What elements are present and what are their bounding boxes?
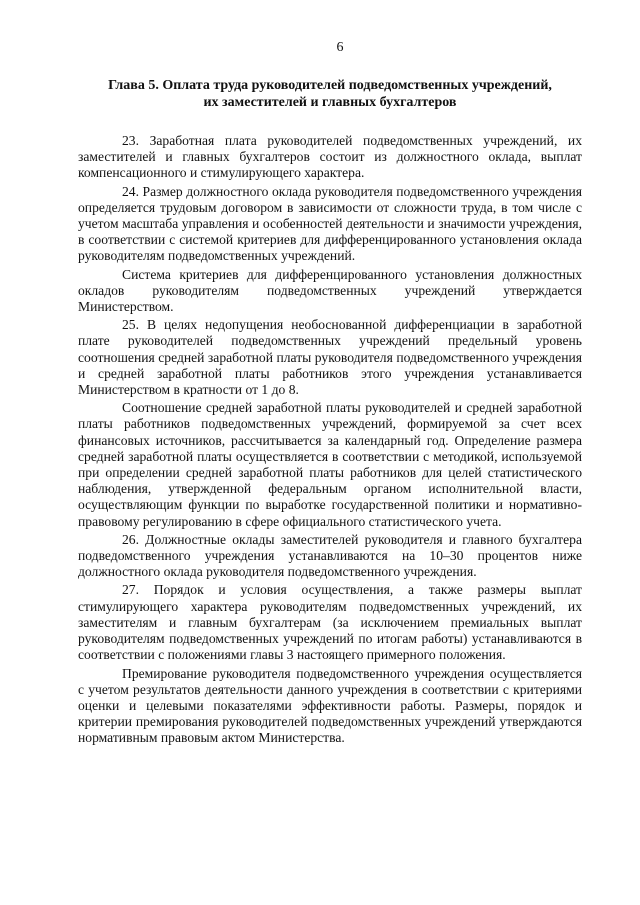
paragraph-27-bonus: Премирование руководителя подведомственного учреждения осуществляется с учетом результатов деятельности данного учреждения в соответствии с критериями оценки и целевыми показателями эффективности работы. Размеры, порядок и критерии премирования руководителей подведомственных учреждений утверждаются нормативным правовым актом Министерства.: [78, 665, 582, 746]
paragraph-23: 23. Заработная плата руководителей подведомственных учреждений, их заместителей и главных бухгалтеров состоит из должностного оклада, выплат компенсационного и стимулирующего характера.: [78, 133, 582, 181]
paragraph-24: 24. Размер должностного оклада руководителя подведомственного учреждения определяется трудовым договором в зависимости от сложности труда, в том числе с учетом масштаба управления и особенностей деятельности и значимости учреждения, в соответствии с системой критериев для дифференцированного установления оклада руководителям подведомственных учреждений.: [78, 183, 582, 264]
paragraph-26: 26. Должностные оклады заместителей руководителя и главного бухгалтера подведомственного учреждения устанавливаются на 10–30 процентов ниже должностного оклада руководителя подведомственного учреждения.: [78, 531, 582, 580]
paragraph-25: 25. В целях недопущения необоснованной дифференциации в заработной плате руководителей подведомственных учреждений предельный уровень соотношения средней заработной платы руководителя подведомственного учреждения и средней заработной платы работников этого учреждения устанавливается Министерством в кратности от 1 до 8.: [78, 317, 582, 398]
page-number: 6: [336, 40, 344, 55]
chapter-title: [78, 77, 582, 111]
paragraph-24-criteria: Система критериев для дифференцированного установления должностных окладов руководителям подведомственных учреждений утверждается Министерством.: [78, 266, 582, 315]
chapter-title-line-2: их заместителей и главных бухгалтеров: [203, 95, 457, 110]
chapter-title-line-1: Глава 5. Оплата труда руководителей подведомственных учреждений,: [108, 78, 552, 93]
paragraph-25-ratio: Соотношение средней заработной платы руководителей и средней заработной платы работников подведомственных учреждений, формируемой за счет всех финансовых источников, рассчитывается за календарный год. Определение размера средней заработной платы осуществляется в соответствии с методикой, используемой при определении средней заработной платы работников для целей статистического наблюдения, утвержденной федеральным органом исполнительной власти, осуществляющим функции по выработке государственной политики и нормативно-правовому регулированию в сфере официального статистического учета.: [78, 400, 582, 529]
paragraph-27: 27. Порядок и условия осуществления, а также размеры выплат стимулирующего характера руководителям подведомственных учреждений, их заместителям и главным бухгалтерам (за исключением премиальных выплат руководителям подведомственных учреждений по итогам работы) устанавливаются в соответствии с положениями главы 3 настоящего примерного положения.: [78, 582, 582, 663]
